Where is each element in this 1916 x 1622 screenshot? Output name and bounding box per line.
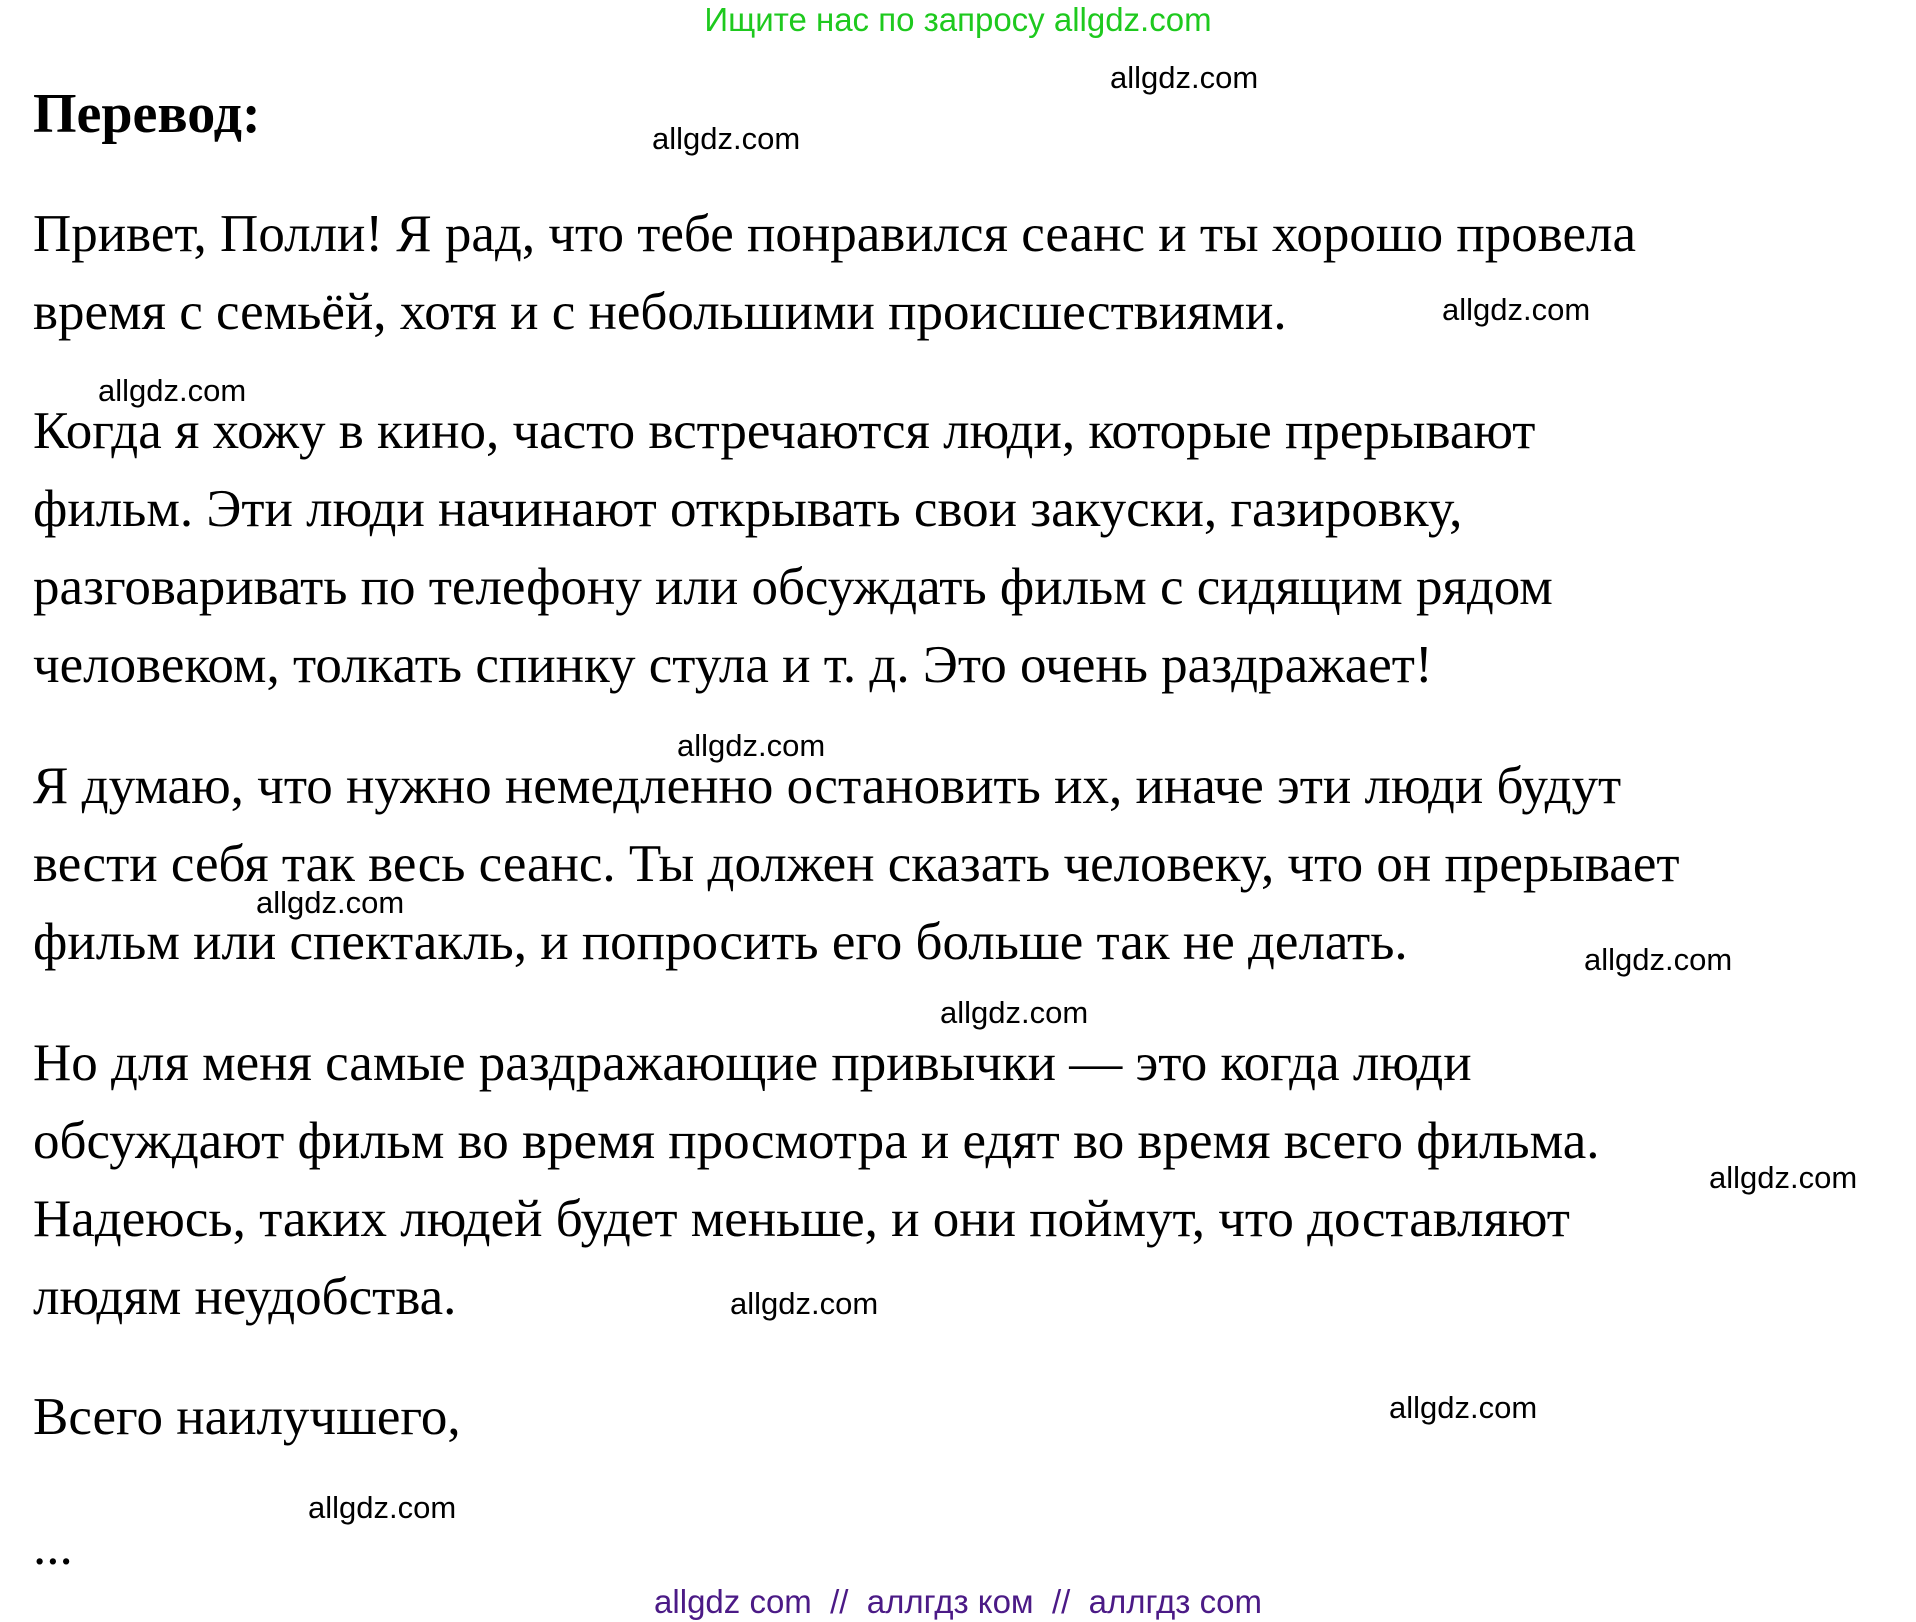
watermark: allgdz.com — [940, 995, 1089, 1030]
watermark: allgdz.com — [730, 1286, 879, 1321]
watermark: allgdz.com — [308, 1490, 457, 1525]
top-search-banner: Ищите нас по запросу allgdz.com — [704, 1, 1212, 38]
paragraph-closing: Всего наилучшего, — [33, 1388, 461, 1446]
watermark: allgdz.com — [256, 885, 405, 920]
watermark: allgdz.com — [1389, 1390, 1538, 1425]
paragraph-ellipsis: ... — [33, 1518, 73, 1576]
watermark: allgdz.com — [677, 728, 826, 763]
page-heading: Перевод: — [33, 83, 261, 145]
watermark: allgdz.com — [1584, 942, 1733, 977]
footer-watermark: allgdz com // аллгдз ком // аллгдз com — [654, 1583, 1262, 1620]
watermark: allgdz.com — [98, 373, 247, 408]
watermark: allgdz.com — [1110, 60, 1259, 95]
watermark: allgdz.com — [1709, 1160, 1858, 1195]
paragraph-cinema-people: Когда я хожу в кино, часто встречаются люди, которые прерывают фильм. Эти люди начинают открывать свои закуски, газировку, разговаривать по телефону или обсуждать фильм с сидящим рядом человеком, толкать спинку стула и т. д. Это очень раздражает! — [33, 402, 1553, 694]
watermark: allgdz.com — [1442, 292, 1591, 327]
paragraph-habits: Но для меня самые раздражающие привычки — это когда люди обсуждают фильм во время просмотра и едят во время всего фильма. Надеюсь, таких людей будет меньше, и они поймут, что доставляют людям неудобства. — [33, 1034, 1600, 1326]
paragraph-greeting: Привет, Полли! Я рад, что тебе понравился сеанс и ты хорошо провела время с семьёй, хотя и с небольшими происшествиями. — [33, 205, 1636, 341]
paragraph-opinion: Я думаю, что нужно немедленно остановить их, иначе эти люди будут вести себя так весь сеанс. Ты должен сказать человеку, что он прерывает фильм или спектакль, и попросить его больше так не делать. — [33, 757, 1680, 971]
watermark: allgdz.com — [652, 121, 801, 156]
